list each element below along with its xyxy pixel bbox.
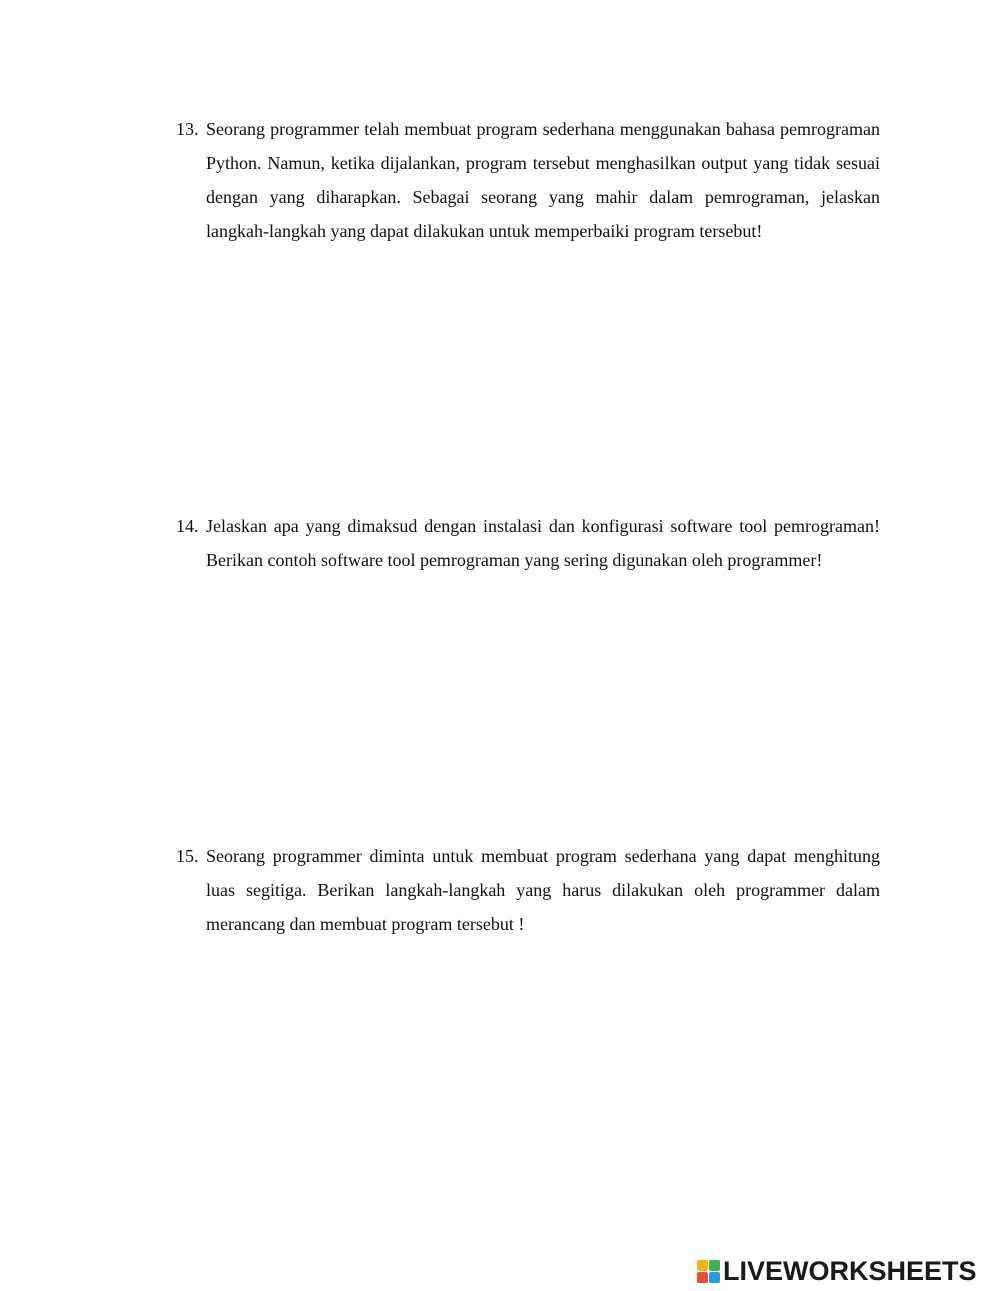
- question-text: Seorang programmer diminta untuk membuat program sederhana yang dapat menghitung luas segitiga. Berikan langkah-langkah yang harus dilakukan oleh programmer dalam merancang dan membuat program tersebut !: [206, 846, 880, 934]
- logo-block: [709, 1260, 720, 1271]
- logo-block: [709, 1272, 720, 1283]
- question-text: Seorang programmer telah membuat program sederhana menggunakan bahasa pemrograman Python. Namun, ketika dijalankan, program tersebut menghasilkan output yang tidak sesuai dengan yang diharapkan. Sebagai seorang yang mahir dalam pemrograman, jelaskan langkah-langkah yang dapat dilakukan untuk memperbaiki program tersebut!: [206, 119, 880, 241]
- logo-blocks-icon: [697, 1260, 720, 1283]
- question-number: 14.: [176, 516, 199, 536]
- question-text: Jelaskan apa yang dimaksud dengan instalasi dan konfigurasi software tool pemrograman! Berikan contoh software tool pemrograman yang sering digunakan oleh programmer!: [206, 516, 880, 570]
- question-14: [170, 509, 880, 577]
- logo-block: [697, 1260, 708, 1271]
- question-13: [170, 112, 880, 248]
- question-15: [170, 839, 880, 941]
- liveworksheets-logo: [697, 1256, 977, 1286]
- logo-text: LIVEWORKSHEETS: [723, 1256, 977, 1286]
- logo-block: [697, 1272, 708, 1283]
- question-number: 15.: [176, 846, 199, 866]
- question-number: 13.: [176, 119, 199, 139]
